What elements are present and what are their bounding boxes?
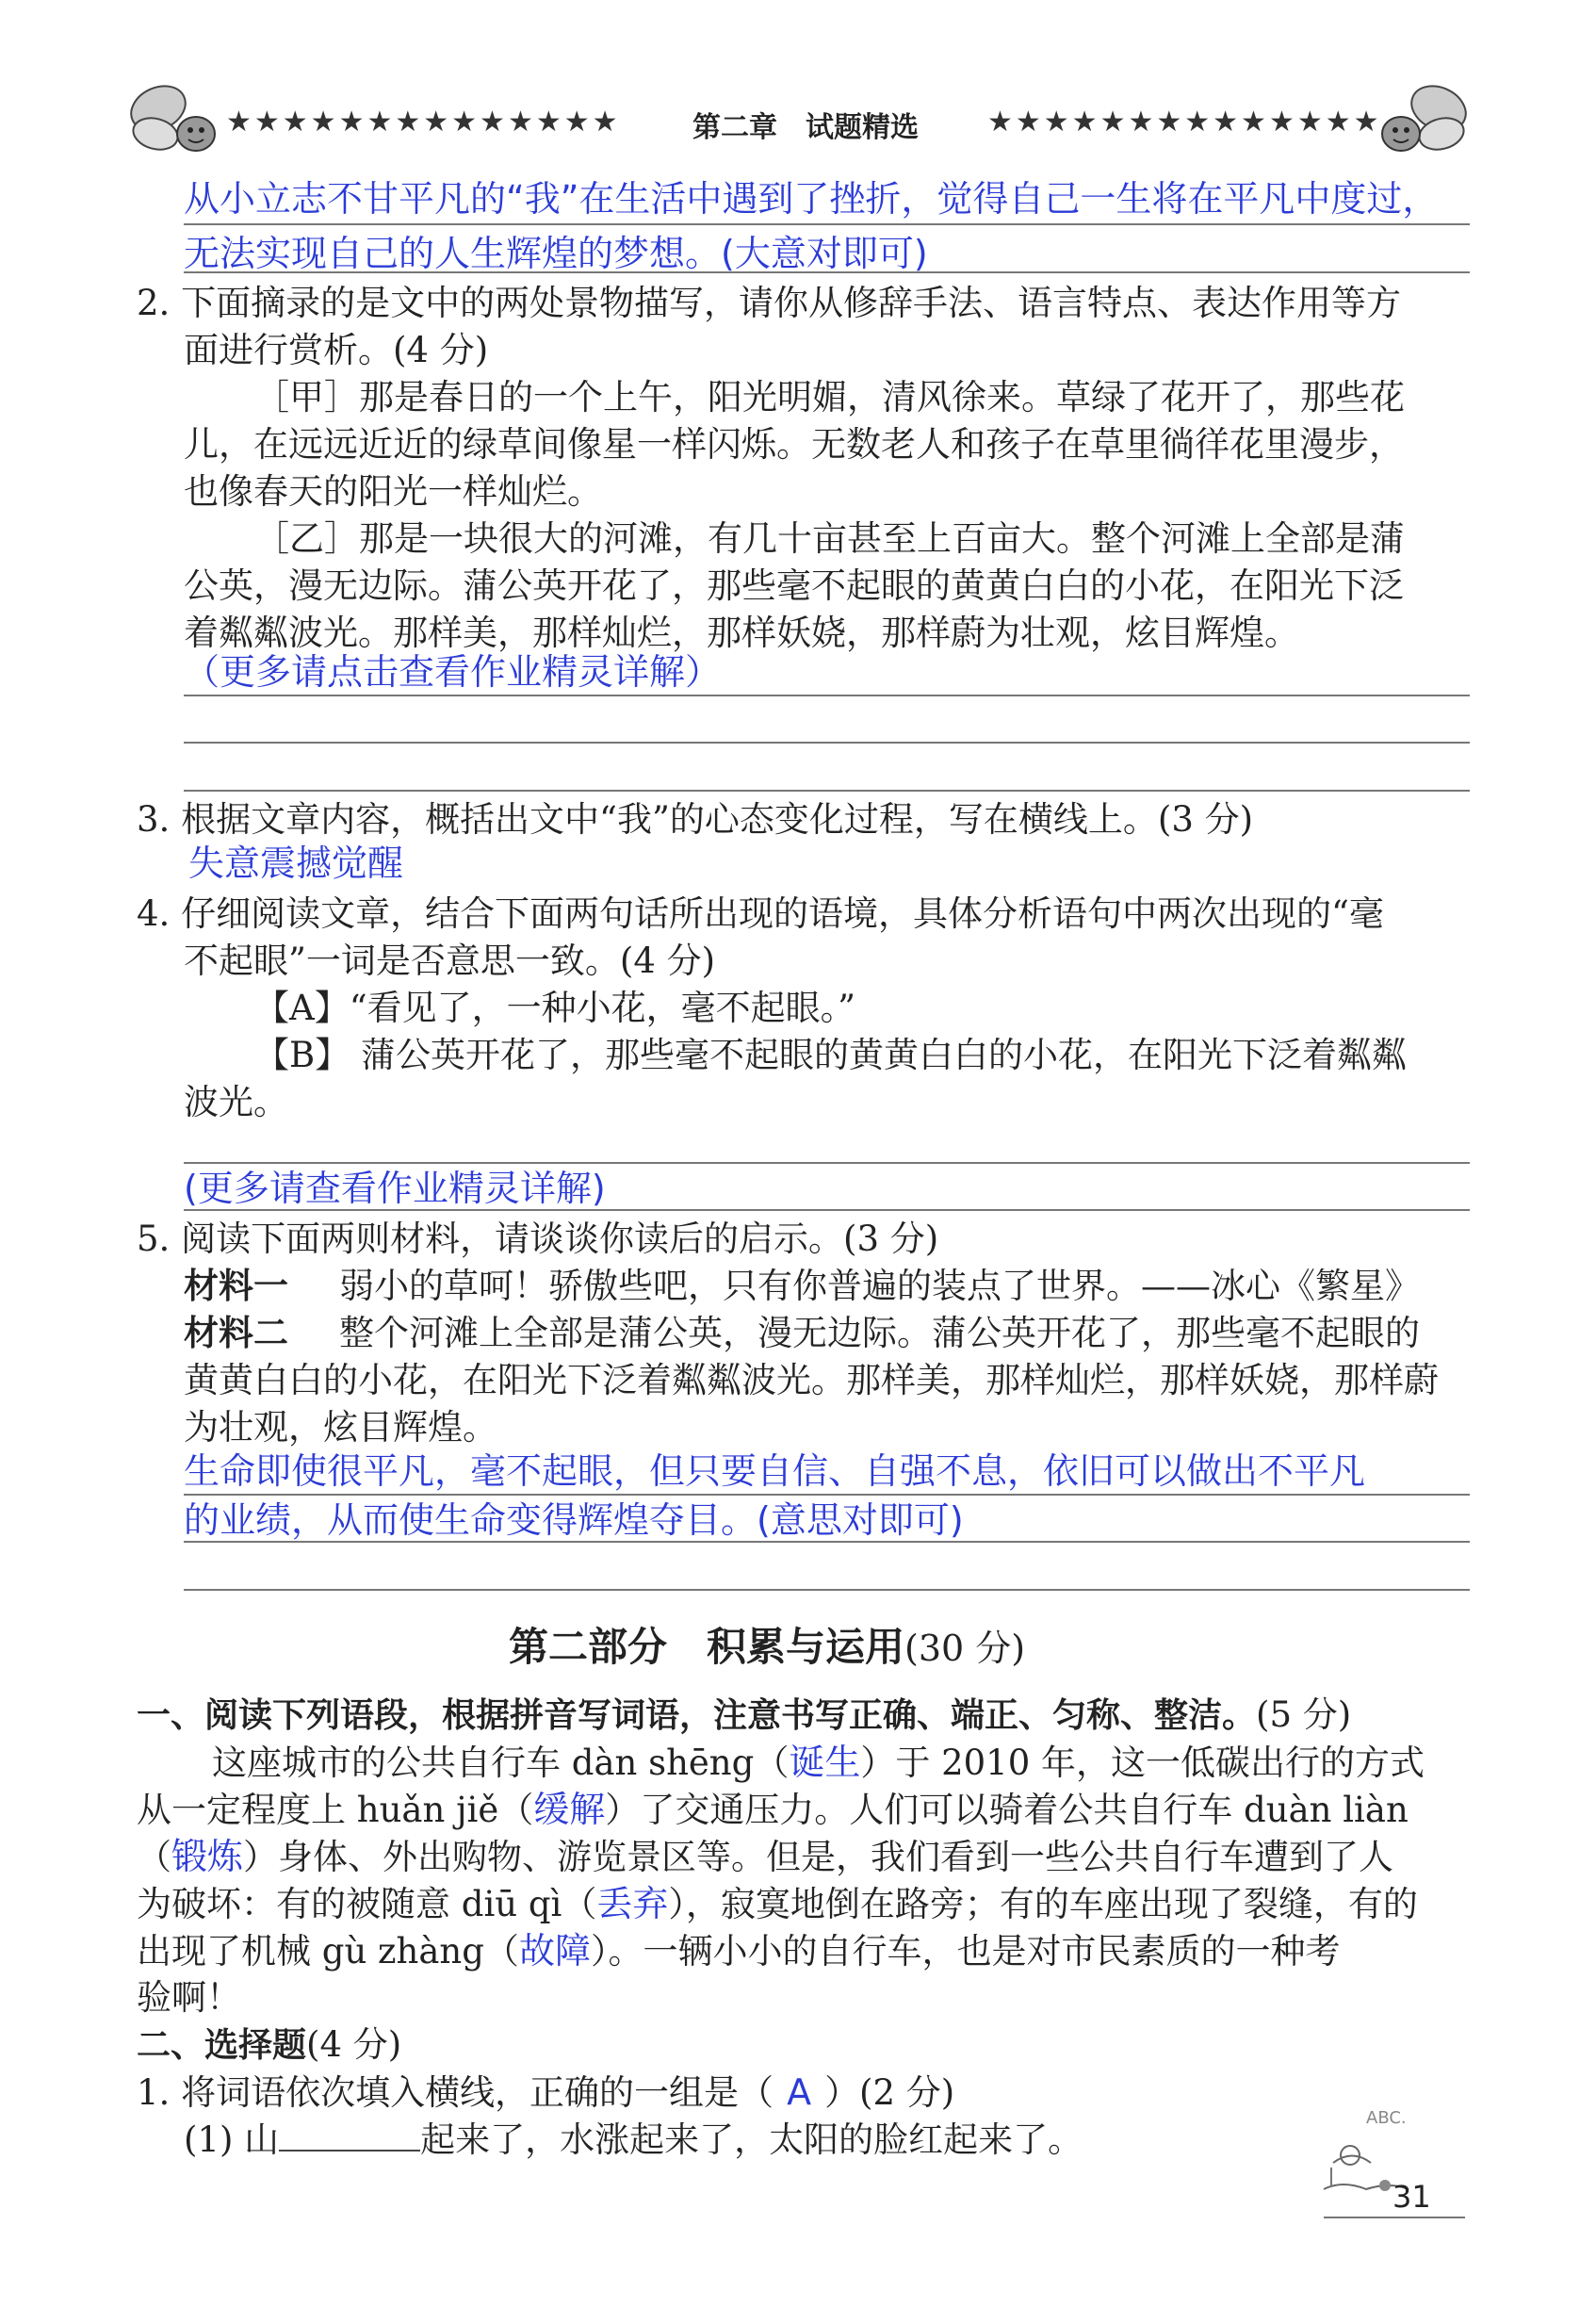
- section-one-line3: （锻炼）身体、外出购物、游览景区等。但是，我们看到一些公共自行车遭到了人: [137, 1836, 1394, 1877]
- q1-answer-line1: 从小立志不甘平凡的“我”在生活中遇到了挫折，觉得自己一生将在平凡中度过，: [184, 178, 1439, 220]
- q5-question: 5. 阅读下面两则材料，请谈谈你读后的启示。(3 分): [137, 1219, 939, 1259]
- answer-guzhang: 故障: [518, 1930, 591, 1972]
- section-one-title: 一、阅读下列语段，根据拼音写词语，注意书写正确、端正、匀称、整洁。: [137, 1696, 1257, 1735]
- part-two-score: (30 分): [904, 1628, 1026, 1669]
- q2-question-line2: 面进行赏析。(4 分): [184, 330, 489, 370]
- q4-sentence-a: 【A】“看见了，一种小花，毫不起眼。”: [254, 988, 856, 1028]
- q4-sentence-b-line2: 波光。: [184, 1082, 288, 1122]
- section-one-heading: [137, 1692, 1351, 1740]
- section-two-heading: [137, 2021, 401, 2070]
- q4-answer: (更多请查看作业精灵详解): [184, 1168, 606, 1209]
- section-two-question1: 1. 将词语依次填入横线，正确的一组是（ A ）(2 分): [137, 2071, 955, 2113]
- material-one-label: 材料一: [184, 1266, 288, 1306]
- q4-question-line1: 4. 仔细阅读文章，结合下面两句话所出现的语境，具体分析语句中两次出现的“毫: [137, 893, 1384, 934]
- q1-answer-line2: 无法实现自己的人生辉煌的梦想。(大意对即可): [184, 233, 928, 274]
- section-one-line5: 出现了机械 gù zhàng（故障）。一辆小小的自行车，也是对市民素质的一种考: [137, 1930, 1341, 1972]
- material-two-text-line3: 为壮观，炫目辉煌。: [184, 1407, 497, 1448]
- material-one-text: 弱小的草呵！骄傲些吧，只有你普遍的装点了世界。——冰心《繁星》: [339, 1266, 1420, 1306]
- q4-question-line2: 不起眼”一词是否意思一致。(4 分): [184, 941, 716, 981]
- section-one-line2: 从一定程度上 huǎn jiě（缓解）了交通压力。人们可以骑着公共自行车 duàn liàn: [137, 1789, 1409, 1830]
- svg-text:ABC.: ABC.: [1366, 2108, 1407, 2128]
- answer-diuqi: 丢弃: [596, 1883, 669, 1924]
- answer-dansheng: 诞生: [789, 1742, 861, 1783]
- q2-passage-yi-line2: 公英，漫无边际。蒲公英开花了，那些毫不起眼的黄黄白白的小花，在阳光下泛: [184, 565, 1404, 606]
- fill-blank: [279, 2116, 420, 2152]
- bee-decoration-right-icon: [1371, 75, 1474, 165]
- section-one-line4: 为破坏：有的被随意 diū qì（丢弃），寂寞地倒在路旁；有的车座出现了裂缝，有的: [137, 1883, 1418, 1924]
- material-two-text-line2: 黄黄白白的小花，在阳光下泛着粼粼波光。那样美，那样灿烂，那样妖娆，那样蔚: [184, 1360, 1439, 1400]
- material-two-text-line1: 整个河滩上全部是蒲公英，漫无边际。蒲公英开花了，那些毫不起眼的: [339, 1313, 1420, 1353]
- answer-duanlian: 锻炼: [171, 1836, 244, 1877]
- bee-decoration-left-icon: [122, 75, 226, 165]
- answer-huanjie: 缓解: [533, 1789, 606, 1830]
- q4-sentence-b-line1: 【B】 蒲公英开花了，那些毫不起眼的黄黄白白的小花，在阳光下泛着粼粼: [254, 1035, 1407, 1075]
- part-two-title: 第二部分 积累与运用: [509, 1624, 905, 1670]
- q5-answer-line2: 的业绩，从而使生命变得辉煌夺目。(意思对即可): [184, 1499, 964, 1541]
- q2-passage-yi-line3: 着粼粼波光。那样美，那样灿烂，那样妖娆，那样蔚为壮观，炫目辉煌。: [184, 613, 1299, 653]
- section-one-line6: 验啊！: [137, 1977, 241, 2018]
- section-two-sub1: (1) 山 起来了，水涨起来了，太阳的脸红起来了。: [184, 2116, 1083, 2164]
- q3-question: 3. 根据文章内容，概括出文中“我”的心态变化过程，写在横线上。(3 分): [137, 799, 1254, 840]
- q2-passage-jia-line3: 也像春天的阳光一样灿烂。: [184, 471, 602, 512]
- q3-answer: 失意震撼觉醒: [188, 843, 404, 884]
- q2-answer: （更多请点击查看作业精灵详解）: [184, 651, 722, 693]
- header-stars-left: ★★★★★★★★★★★★★★: [226, 106, 621, 139]
- q2-question-line1: 2. 下面摘录的是文中的两处景物描写，请你从修辞手法、语言特点、表达作用等方: [137, 283, 1402, 323]
- section-two-title: 二、选择题: [137, 2026, 307, 2065]
- section-two-score: (4 分): [306, 2024, 402, 2065]
- answer-choice: A: [787, 2071, 812, 2113]
- chapter-title: 第二章 试题精选: [692, 111, 919, 144]
- header-stars-right: ★★★★★★★★★★★★★★: [987, 106, 1382, 139]
- footer-doodle-icon: [1314, 2097, 1456, 2201]
- material-two-label: 材料二: [184, 1313, 288, 1353]
- page-number: 31: [1392, 2179, 1431, 2215]
- section-one-score: (5 分): [1256, 1694, 1352, 1735]
- q2-passage-jia-line1: ［甲］那是春日的一个上午，阳光明媚，清风徐来。草绿了花开了，那些花: [254, 377, 1405, 417]
- q5-answer-line1: 生命即使很平凡，毫不起眼，但只要自信、自强不息，依旧可以做出不平凡: [184, 1450, 1366, 1492]
- q2-passage-jia-line2: 儿，在远远近近的绿草间像星一样闪烁。无数老人和孩子在草里徜徉花里漫步，: [184, 424, 1404, 465]
- q2-passage-yi-line1: ［乙］那是一块很大的河滩，有几十亩甚至上百亩大。整个河滩上全部是蒲: [254, 518, 1405, 559]
- section-one-line1: 这座城市的公共自行车 dàn shēng（诞生）于 2010 年，这一低碳出行的方式: [212, 1742, 1425, 1783]
- part-two-heading: [509, 1616, 1025, 1673]
